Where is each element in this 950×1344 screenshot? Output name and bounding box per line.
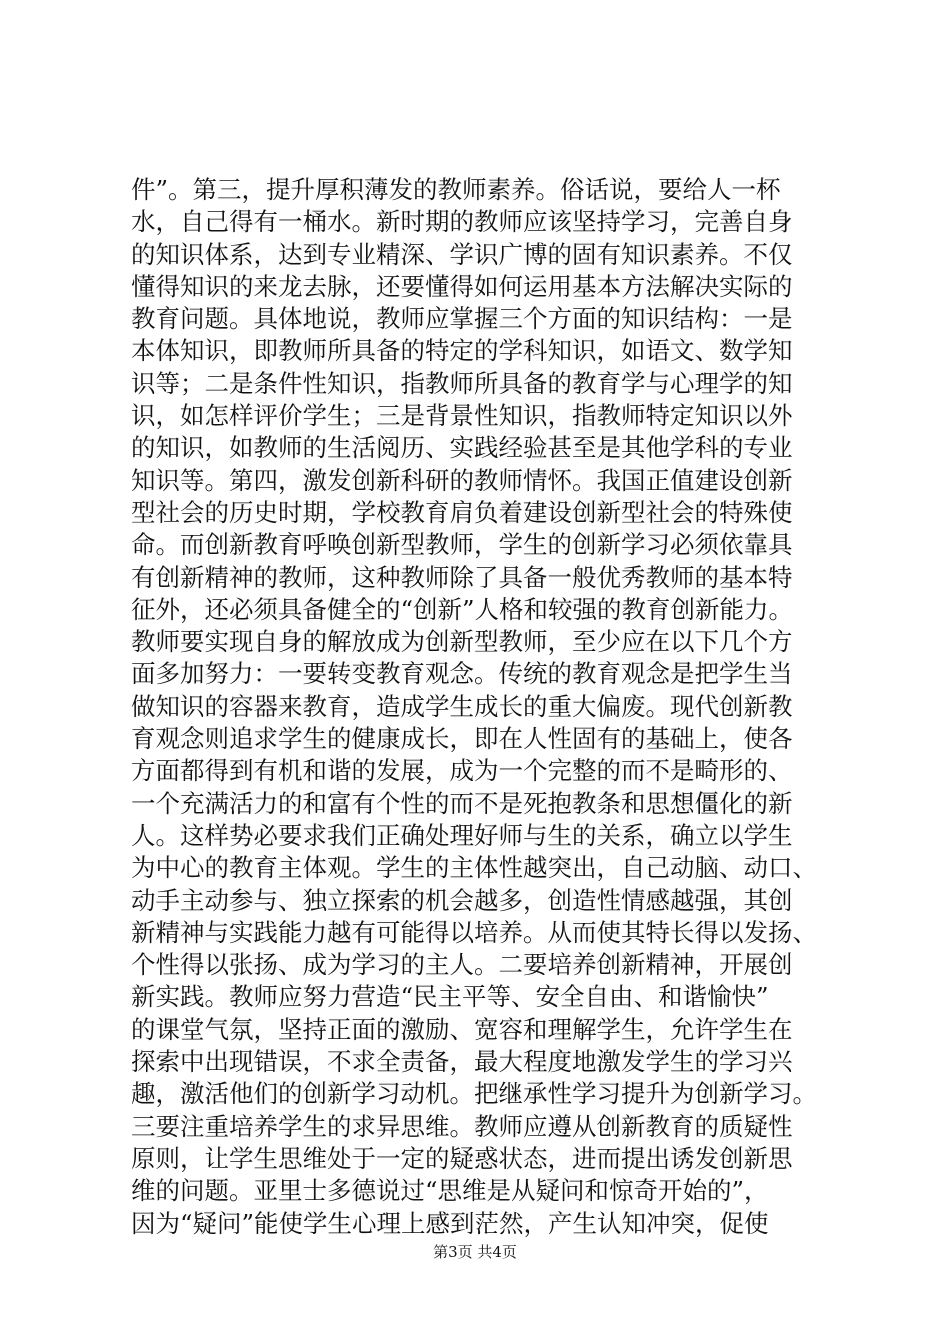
text-line: 做知识的容器来教育，造成学生成长的重大偏废。现代创新教 (131, 691, 793, 721)
text-line: 的知识，如教师的生活阅历、实践经验甚至是其他学科的专业 (131, 433, 793, 463)
text-line: 有创新精神的教师，这种教师除了具备一般优秀教师的基本特 (131, 562, 793, 592)
text-line: 新实践。教师应努力营造“民主平等、安全自由、和谐愉快” (131, 982, 769, 1012)
text-line: 件”。第三，提升厚积薄发的教师素养。俗话说，要给人一杯 (131, 175, 781, 204)
text-line: 探索中出现错误，不求全责备，最大程度地激发学生的学习兴 (131, 1047, 793, 1077)
text-line: 教育问题。具体地说，教师应掌握三个方面的知识结构：一是 (131, 304, 793, 334)
text-line: 原则，让学生思维处于一定的疑惑状态，进而提出诱发创新思 (131, 1143, 793, 1173)
text-line: 维的问题。亚里士多德说过“思维是从疑问和惊奇开始的”， (131, 1176, 769, 1206)
text-line: 懂得知识的来龙去脉，还要懂得如何运用基本方法解决实际的 (131, 271, 793, 301)
text-line: 一个充满活力的和富有个性的而不是死抱教条和思想僵化的新 (131, 788, 793, 818)
text-line: 征外，还必须具备健全的“创新”人格和较强的教育创新能力。 (131, 594, 794, 624)
text-line: 面多加努力：一要转变教育观念。传统的教育观念是把学生当 (131, 659, 793, 689)
text-line: 本体知识，即教师所具备的特定的学科知识，如语文、数学知 (131, 336, 793, 366)
text-line: 因为“疑问”能使学生心理上感到茫然，产生认知冲突，促使 (131, 1208, 769, 1238)
text-line: 水，自己得有一桶水。新时期的教师应该坚持学习，完善自身 (131, 207, 793, 237)
page-number: 第3页 (433, 1243, 473, 1261)
text-line: 人。这样势必要求我们正确处理好师与生的关系，确立以学生 (131, 820, 793, 850)
text-line: 趣，激活他们的创新学习动机。把继承性学习提升为创新学习。 (131, 1079, 817, 1109)
text-line: 为中心的教育主体观。学生的主体性越突出，自己动脑、动口、 (131, 853, 817, 883)
text-line: 三要注重培养学生的求异思维。教师应遵从创新教育的质疑性 (131, 1111, 793, 1141)
text-line: 育观念则追求学生的健康成长，即在人性固有的基础上，使各 (131, 724, 793, 754)
text-line: 知识等。第四，激发创新科研的教师情怀。我国正值建设创新 (131, 465, 793, 495)
text-line: 的知识体系，达到专业精深、学识广博的固有知识素养。不仅 (131, 239, 793, 269)
text-line: 新精神与实践能力越有可能得以培养。从而使其特长得以发扬、 (131, 917, 817, 947)
body-text (131, 174, 831, 1240)
text-line: 识等；二是条件性知识，指教师所具备的教育学与心理学的知 (131, 368, 793, 398)
page-total: 共4页 (477, 1243, 517, 1261)
text-line: 命。而创新教育呼唤创新型教师，学生的创新学习必须依靠具 (131, 530, 793, 560)
text-line: 个性得以张扬、成为学习的主人。二要培养创新精神，开展创 (131, 950, 793, 980)
page-footer (0, 1242, 950, 1262)
text-line: 识，如怎样评价学生；三是背景性知识，指教师特定知识以外 (131, 401, 793, 431)
text-line: 型社会的历史时期，学校教育肩负着建设创新型社会的特殊使 (131, 497, 793, 527)
text-line: 动手主动参与、独立探索的机会越多，创造性情感越强，其创 (131, 885, 793, 915)
text-line: 教师要实现自身的解放成为创新型教师，至少应在以下几个方 (131, 627, 793, 657)
text-line: 方面都得到有机和谐的发展，成为一个完整的而不是畸形的、 (131, 756, 793, 786)
text-line: 的课堂气氛，坚持正面的激励、宽容和理解学生，允许学生在 (131, 1014, 793, 1044)
